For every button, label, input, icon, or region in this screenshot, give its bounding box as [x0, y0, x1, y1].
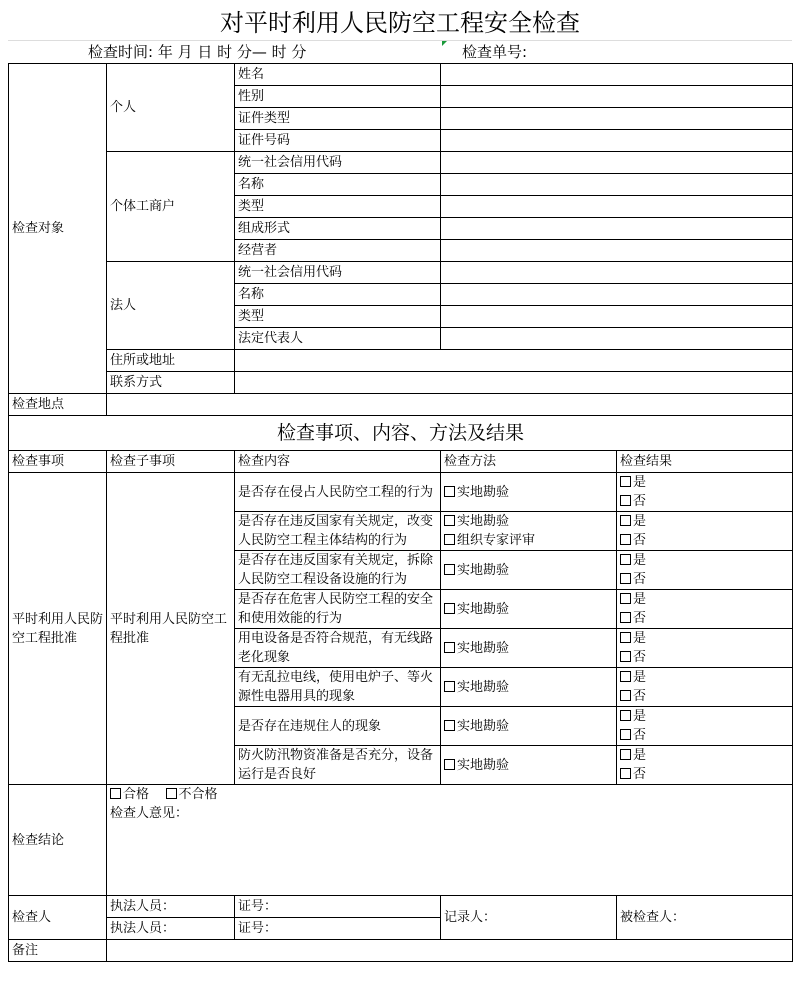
method-checkbox[interactable] — [444, 756, 613, 775]
checkbox-icon — [444, 515, 455, 526]
check-result-cell — [617, 668, 793, 707]
check-content: 是否存在违规住人的现象 — [235, 707, 441, 746]
legal-value-cell[interactable] — [441, 262, 793, 284]
legal-value-cell[interactable] — [441, 306, 793, 328]
checkbox-icon — [444, 603, 455, 614]
method-label: 实地勘验 — [457, 679, 510, 695]
check-content: 是否存在危害人民防空工程的安全和使用效能的行为 — [235, 590, 441, 629]
checkbox-icon — [444, 720, 455, 731]
check-result-cell — [617, 551, 793, 590]
check-result-cell — [617, 590, 793, 629]
legal-field: 名称 — [235, 284, 441, 306]
yes-label: 是 — [633, 592, 647, 607]
checkbox-icon — [166, 788, 177, 799]
no-checkbox[interactable] — [620, 687, 789, 706]
person-value-cell[interactable] — [441, 130, 793, 152]
method-label: 实地勘验 — [457, 514, 510, 529]
check-result-cell — [617, 473, 793, 512]
header-result: 检查结果 — [617, 451, 793, 473]
legal-field: 法定代表人 — [235, 328, 441, 350]
checkbox-icon — [620, 515, 631, 526]
business-value-cell[interactable] — [441, 152, 793, 174]
checkbox-icon — [620, 749, 631, 760]
order-number-label: 检查单号: — [462, 43, 528, 61]
business-field: 组成形式 — [235, 218, 441, 240]
person-value-cell[interactable] — [441, 64, 793, 86]
yes-checkbox[interactable] — [620, 629, 789, 648]
checkbox-icon — [620, 651, 631, 662]
inspector-label: 检查人 — [9, 896, 107, 940]
no-checkbox[interactable] — [620, 726, 789, 745]
yes-label: 是 — [633, 748, 647, 763]
checkbox-icon — [620, 768, 631, 779]
no-checkbox[interactable] — [620, 609, 789, 628]
business-field: 名称 — [235, 174, 441, 196]
no-checkbox[interactable] — [620, 531, 789, 550]
officer-label[interactable]: 执法人员： — [107, 918, 235, 940]
no-label: 否 — [633, 728, 647, 743]
check-result-cell — [617, 512, 793, 551]
person-field: 证件号码 — [235, 130, 441, 152]
legal-field: 类型 — [235, 306, 441, 328]
checkbox-icon — [444, 759, 455, 770]
no-checkbox[interactable] — [620, 570, 789, 589]
method-label: 组织专家评审 — [457, 533, 536, 548]
no-checkbox[interactable] — [620, 492, 789, 511]
checkbox-icon — [444, 486, 455, 497]
business-field: 统一社会信用代码 — [235, 152, 441, 174]
yes-label: 是 — [633, 553, 647, 568]
method-checkbox[interactable] — [444, 600, 613, 619]
recorder-label[interactable]: 记录人： — [441, 896, 617, 940]
yes-checkbox[interactable] — [620, 746, 789, 765]
checkbox-icon — [620, 710, 631, 721]
checkbox-icon — [444, 642, 455, 653]
person-value-cell[interactable] — [441, 86, 793, 108]
checkbox-icon — [620, 573, 631, 584]
person-label: 个人 — [107, 64, 235, 152]
remark-label: 备注 — [9, 940, 107, 962]
business-value-cell[interactable] — [441, 218, 793, 240]
legal-field: 统一社会信用代码 — [235, 262, 441, 284]
conclusion-cell — [107, 785, 793, 896]
yes-checkbox[interactable] — [620, 473, 789, 492]
business-value-cell[interactable] — [441, 240, 793, 262]
method-checkbox[interactable] — [444, 678, 613, 697]
check-row — [9, 473, 793, 512]
checkbox-icon — [444, 681, 455, 692]
checkbox-icon — [620, 534, 631, 545]
checkbox-icon — [620, 554, 631, 565]
check-result-cell — [617, 746, 793, 785]
check-subitem: 平时利用人民防空工程批准 — [107, 473, 235, 785]
checkbox-icon — [620, 690, 631, 701]
pass-label: 合格 — [123, 787, 150, 802]
address-label: 住所或地址 — [107, 350, 235, 372]
business-label: 个体工商户 — [107, 152, 235, 262]
opinion-label: 检查人意见： — [110, 806, 189, 821]
inspection-table — [8, 63, 793, 962]
check-result-cell — [617, 707, 793, 746]
check-method-cell — [441, 590, 617, 629]
inspection-time-label: 检查时间: 年 月 日 时 分— 时 分 — [88, 43, 307, 61]
no-checkbox[interactable] — [620, 648, 789, 667]
no-label: 否 — [633, 572, 647, 587]
check-result-cell — [617, 629, 793, 668]
remark-value-cell[interactable] — [107, 940, 793, 962]
fail-label: 不合格 — [178, 787, 218, 802]
yes-label: 是 — [633, 631, 647, 646]
check-item: 平时利用人民防空工程批准 — [9, 473, 107, 785]
check-rows — [9, 473, 793, 785]
check-content: 有无乱拉电线，使用电炉子、等火源性电器用具的现象 — [235, 668, 441, 707]
checkbox-icon — [110, 788, 121, 799]
legal-label: 法人 — [107, 262, 235, 350]
header-content: 检查内容 — [235, 451, 441, 473]
fail-checkbox[interactable] — [166, 787, 218, 802]
method-checkbox[interactable] — [444, 561, 613, 580]
method-label: 实地勘验 — [457, 484, 510, 500]
method-label: 实地勘验 — [457, 562, 510, 578]
cert-label[interactable]: 证号： — [235, 918, 441, 940]
section-title: 检查事项、内容、方法及结果 — [9, 416, 793, 451]
checkbox-icon — [444, 564, 455, 575]
check-content: 是否存在侵占人民防空工程的行为 — [235, 473, 441, 512]
yes-label: 是 — [633, 709, 647, 724]
method-label: 实地勘验 — [457, 718, 510, 734]
person-value-cell[interactable] — [441, 108, 793, 130]
comment-marker-icon — [442, 41, 447, 46]
business-field: 经营者 — [235, 240, 441, 262]
business-field: 类型 — [235, 196, 441, 218]
cert-label[interactable]: 证号： — [235, 896, 441, 918]
checkbox-icon — [620, 632, 631, 643]
no-label: 否 — [633, 494, 647, 509]
yes-label: 是 — [633, 670, 647, 685]
no-label: 否 — [633, 611, 647, 626]
form-title: 对平时利用人民防空工程安全检查 — [220, 9, 580, 37]
no-label: 否 — [633, 533, 647, 548]
method-checkbox[interactable] — [444, 531, 613, 550]
yes-label: 是 — [633, 514, 647, 529]
time-line — [8, 40, 792, 63]
header-subitem: 检查子事项 — [107, 451, 235, 473]
check-method-cell — [441, 668, 617, 707]
checkbox-icon — [620, 729, 631, 740]
check-method-cell — [441, 629, 617, 668]
yes-checkbox[interactable] — [620, 668, 789, 687]
check-method-cell — [441, 707, 617, 746]
yes-checkbox[interactable] — [620, 590, 789, 609]
contact-value-cell[interactable] — [235, 372, 793, 394]
conclusion-label: 检查结论 — [9, 785, 107, 896]
check-content: 防火防汛物资准备是否充分，设备运行是否良好 — [235, 746, 441, 785]
method-checkbox[interactable] — [444, 483, 613, 502]
yes-checkbox[interactable] — [620, 512, 789, 531]
method-checkbox[interactable] — [444, 512, 613, 531]
check-method-cell — [441, 512, 617, 551]
checkbox-icon — [444, 534, 455, 545]
no-checkbox[interactable] — [620, 765, 789, 784]
officer-label[interactable]: 执法人员： — [107, 896, 235, 918]
method-label: 实地勘验 — [457, 640, 510, 656]
check-content: 是否存在违反国家有关规定，拆除人民防空工程设备设施的行为 — [235, 551, 441, 590]
check-content: 用电设备是否符合规范，有无线路老化现象 — [235, 629, 441, 668]
contact-label: 联系方式 — [107, 372, 235, 394]
method-label: 实地勘验 — [457, 757, 510, 773]
checkbox-icon — [620, 593, 631, 604]
legal-value-cell[interactable] — [441, 328, 793, 350]
address-value-cell[interactable] — [235, 350, 793, 372]
method-checkbox[interactable] — [444, 717, 613, 736]
check-content: 是否存在违反国家有关规定，改变人民防空工程主体结构的行为 — [235, 512, 441, 551]
method-checkbox[interactable] — [444, 639, 613, 658]
location-value-cell[interactable] — [107, 394, 793, 416]
header-method: 检查方法 — [441, 451, 617, 473]
no-label: 否 — [633, 689, 647, 704]
header-item: 检查事项 — [9, 451, 107, 473]
no-label: 否 — [633, 650, 647, 665]
checkbox-icon — [620, 671, 631, 682]
business-value-cell[interactable] — [441, 196, 793, 218]
checkbox-icon — [620, 476, 631, 487]
person-field: 证件类型 — [235, 108, 441, 130]
person-field: 性别 — [235, 86, 441, 108]
check-method-cell — [441, 551, 617, 590]
yes-checkbox[interactable] — [620, 707, 789, 726]
person-field: 姓名 — [235, 64, 441, 86]
check-method-cell — [441, 473, 617, 512]
yes-checkbox[interactable] — [620, 551, 789, 570]
business-value-cell[interactable] — [441, 174, 793, 196]
location-label: 检查地点 — [9, 394, 107, 416]
method-label: 实地勘验 — [457, 601, 510, 617]
check-method-cell — [441, 746, 617, 785]
inspected-label[interactable]: 被检查人： — [617, 896, 793, 940]
no-label: 否 — [633, 767, 647, 782]
yes-label: 是 — [633, 475, 647, 490]
checkbox-icon — [620, 612, 631, 623]
legal-value-cell[interactable] — [441, 284, 793, 306]
checkbox-icon — [620, 495, 631, 506]
pass-checkbox[interactable] — [110, 787, 149, 802]
object-label: 检查对象 — [9, 64, 107, 394]
